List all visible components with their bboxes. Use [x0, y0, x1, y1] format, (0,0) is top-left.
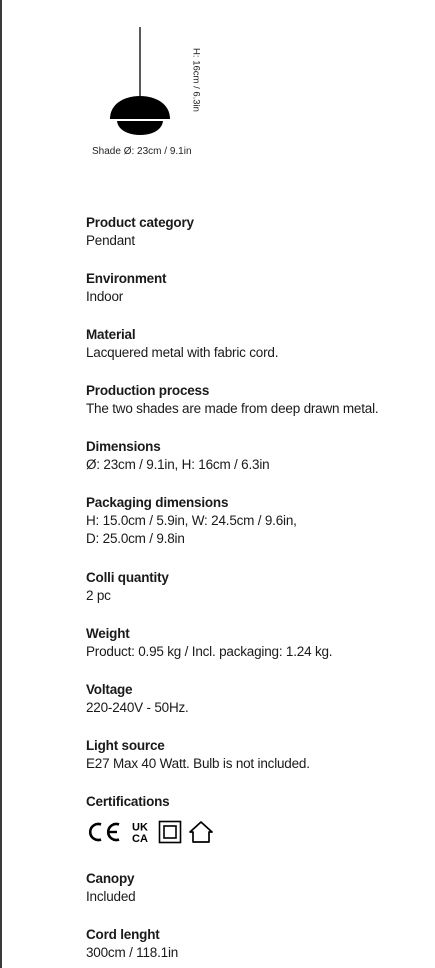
- spec-canopy: [86, 870, 416, 906]
- spec-production-process: [86, 382, 416, 418]
- shade-diameter-label: Shade Ø: 23cm / 9.1in: [92, 146, 192, 157]
- spec-label: Dimensions: [86, 439, 161, 454]
- double-insulation-icon: [158, 820, 182, 849]
- spec-weight: [86, 625, 416, 661]
- spec-value: Ø: 23cm / 9.1in, H: 16cm / 6.3in: [86, 457, 270, 472]
- spec-value: 220-240V - 50Hz.: [86, 700, 189, 715]
- spec-certifications: [86, 793, 416, 811]
- spec-label: Colli quantity: [86, 570, 169, 585]
- spec-value: E27 Max 40 Watt. Bulb is not included.: [86, 756, 310, 771]
- spec-value: Indoor: [86, 289, 124, 304]
- spec-value: 300cm / 118.1in: [86, 945, 179, 960]
- spec-label: Light source: [86, 738, 165, 753]
- spec-packaging-dimensions: [86, 494, 416, 548]
- ukca-mark-icon: [128, 820, 152, 849]
- spec-dimensions: [86, 438, 416, 474]
- spec-label: Cord lenght: [86, 927, 160, 942]
- spec-light-source: [86, 737, 416, 773]
- lamp-shade-top: [110, 96, 170, 119]
- height-dimension-label: H: 16cm / 6.3in: [190, 48, 202, 112]
- ce-mark-icon: [86, 821, 122, 848]
- ukca-bottom-text: CA: [132, 832, 148, 844]
- spec-value: Lacquered metal with fabric cord.: [86, 345, 279, 360]
- spec-label: Weight: [86, 626, 130, 641]
- spec-label: Certifications: [86, 794, 170, 809]
- lamp-shade-bottom: [117, 121, 163, 135]
- ukca-top-text: UK: [132, 821, 148, 833]
- spec-value: H: 15.0cm / 5.9in, W: 24.5cm / 9.6in, D: 25.0cm / 9.8in: [86, 513, 297, 546]
- spec-label: Material: [86, 327, 136, 342]
- spec-colli-quantity: [86, 569, 416, 605]
- spec-environment: [86, 270, 416, 306]
- indoor-use-icon: [188, 820, 214, 849]
- spec-product-category: [86, 214, 416, 250]
- spec-value: Pendant: [86, 233, 135, 248]
- spec-label: Environment: [86, 271, 167, 286]
- spec-label: Product category: [86, 215, 194, 230]
- spec-material: [86, 326, 416, 362]
- spec-voltage: [86, 681, 416, 717]
- pendant-lamp-illustration: [0, 0, 435, 170]
- spec-label: Voltage: [86, 682, 133, 697]
- certification-icons: [86, 821, 214, 847]
- spec-value: 2 pc: [86, 588, 111, 603]
- spec-label: Canopy: [86, 871, 135, 886]
- spec-label: Production process: [86, 383, 210, 398]
- spec-cord-length: [86, 926, 416, 962]
- spec-value: Included: [86, 889, 136, 904]
- lamp-diagram: [0, 0, 435, 170]
- spec-label: Packaging dimensions: [86, 495, 229, 510]
- spec-value: Product: 0.95 kg / Incl. packaging: 1.24 kg.: [86, 644, 333, 659]
- spec-value: The two shades are made from deep drawn metal.: [86, 401, 379, 416]
